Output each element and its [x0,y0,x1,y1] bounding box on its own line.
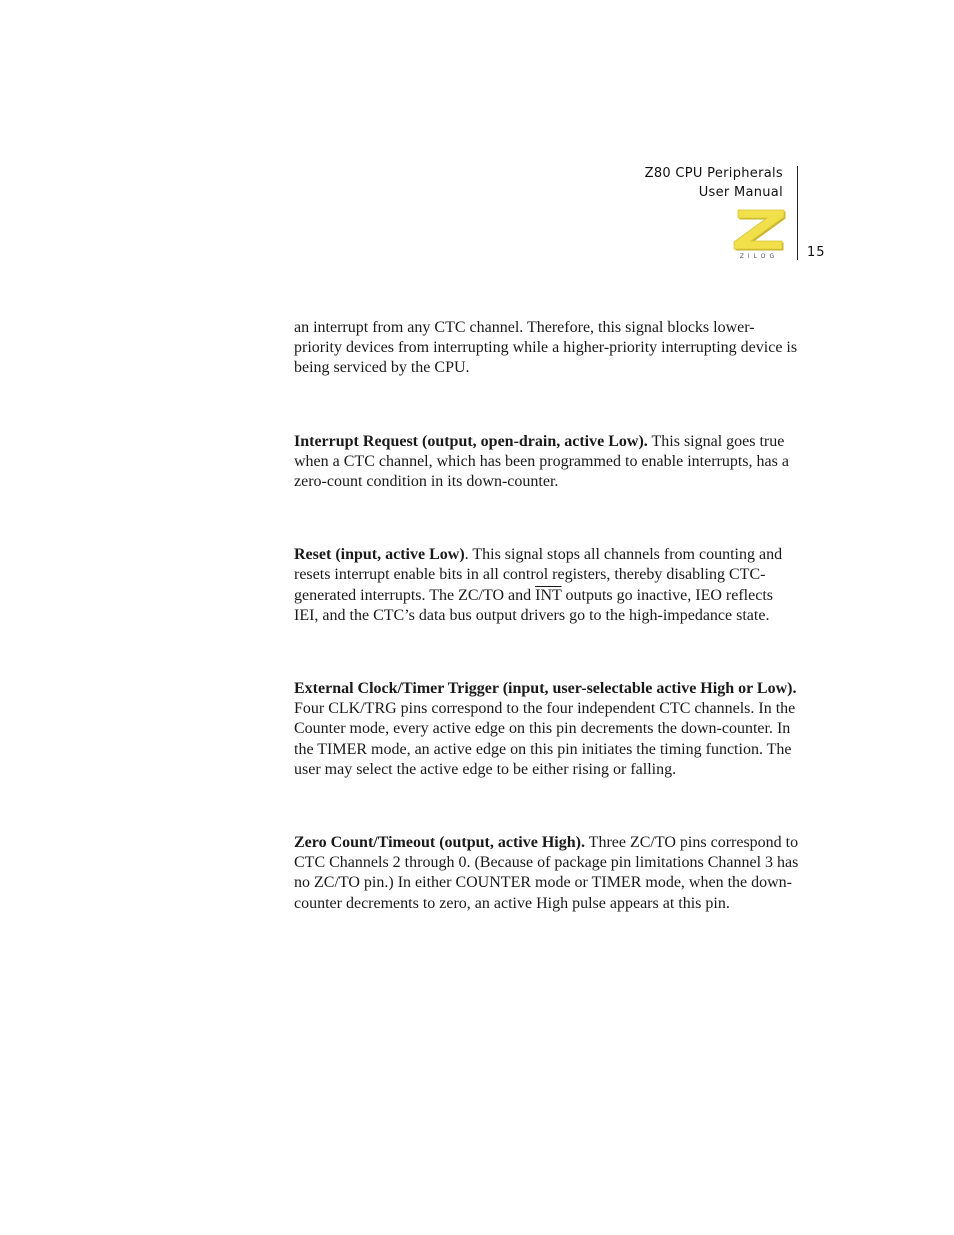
paragraph-continuation [294,318,799,379]
paragraph-text: an interrupt from any CTC channel. Therefore, this signal blocks lower-priority devices from interrupting while a higher-priority interrupting device is being serviced by the CPU. [294,319,798,377]
header-title-line2: User Manual [698,185,783,200]
paragraph-interrupt-request [294,432,799,493]
header-divider [797,166,798,260]
header-title-line1: Z80 CPU Peripherals [644,166,783,181]
paragraph-zero-count [294,833,799,914]
paragraph-text: Three ZC/TO pins correspond to CTC Channels 2 through 0. (Because of package pin limitations Channel 3 has no ZC/TO pin.) In either COUNTER mode or TIMER mode, when the down-counter decrements to zero, an active High pulse appears at this pin. [294,834,799,912]
int-overline-signal: $\overline{INT}$ [535,586,562,604]
body-text [294,318,799,914]
paragraph-heading: Interrupt Request (output, open-drain, active Low). [294,432,648,450]
page-number: 15 [807,245,826,260]
logo-caption: ZILOG [739,253,779,260]
paragraph-text: This signal goes true when a CTC channel, which has been programmed to enable interrupts, has a zero-count condition in its down-counter. [294,432,789,491]
zilog-z-icon [732,206,786,252]
paragraph-heading: External Clock/Timer Trigger (input, user-selectable active High or Low). [294,680,797,698]
paragraph-text: outputs go inactive, IEO reflects IEI, and the CTC’s data bus output drivers go to the high-impedance state. [294,586,773,624]
running-header [645,164,783,202]
paragraph-external-clock [294,679,799,780]
paragraph-heading: Reset (input, active Low) [294,546,465,564]
paragraph-reset [294,545,799,626]
paragraph-heading: Zero Count/Timeout (output, active High). [294,834,585,852]
paragraph-text: . This signal stops all channels from counting and resets interrupt enable bits in all control registers, thereby disabling CTC-generated interrupts. The ZC/TO and [294,546,783,604]
paragraph-text: Four CLK/TRG pins correspond to the four independent CTC channels. In the Counter mode, every active edge on this pin decrements the down-counter. In the TIMER mode, an active edge on this pin initiates the timing function. The user may select the active edge to be either rising or falling. [294,700,796,778]
zilog-logo [732,206,786,262]
